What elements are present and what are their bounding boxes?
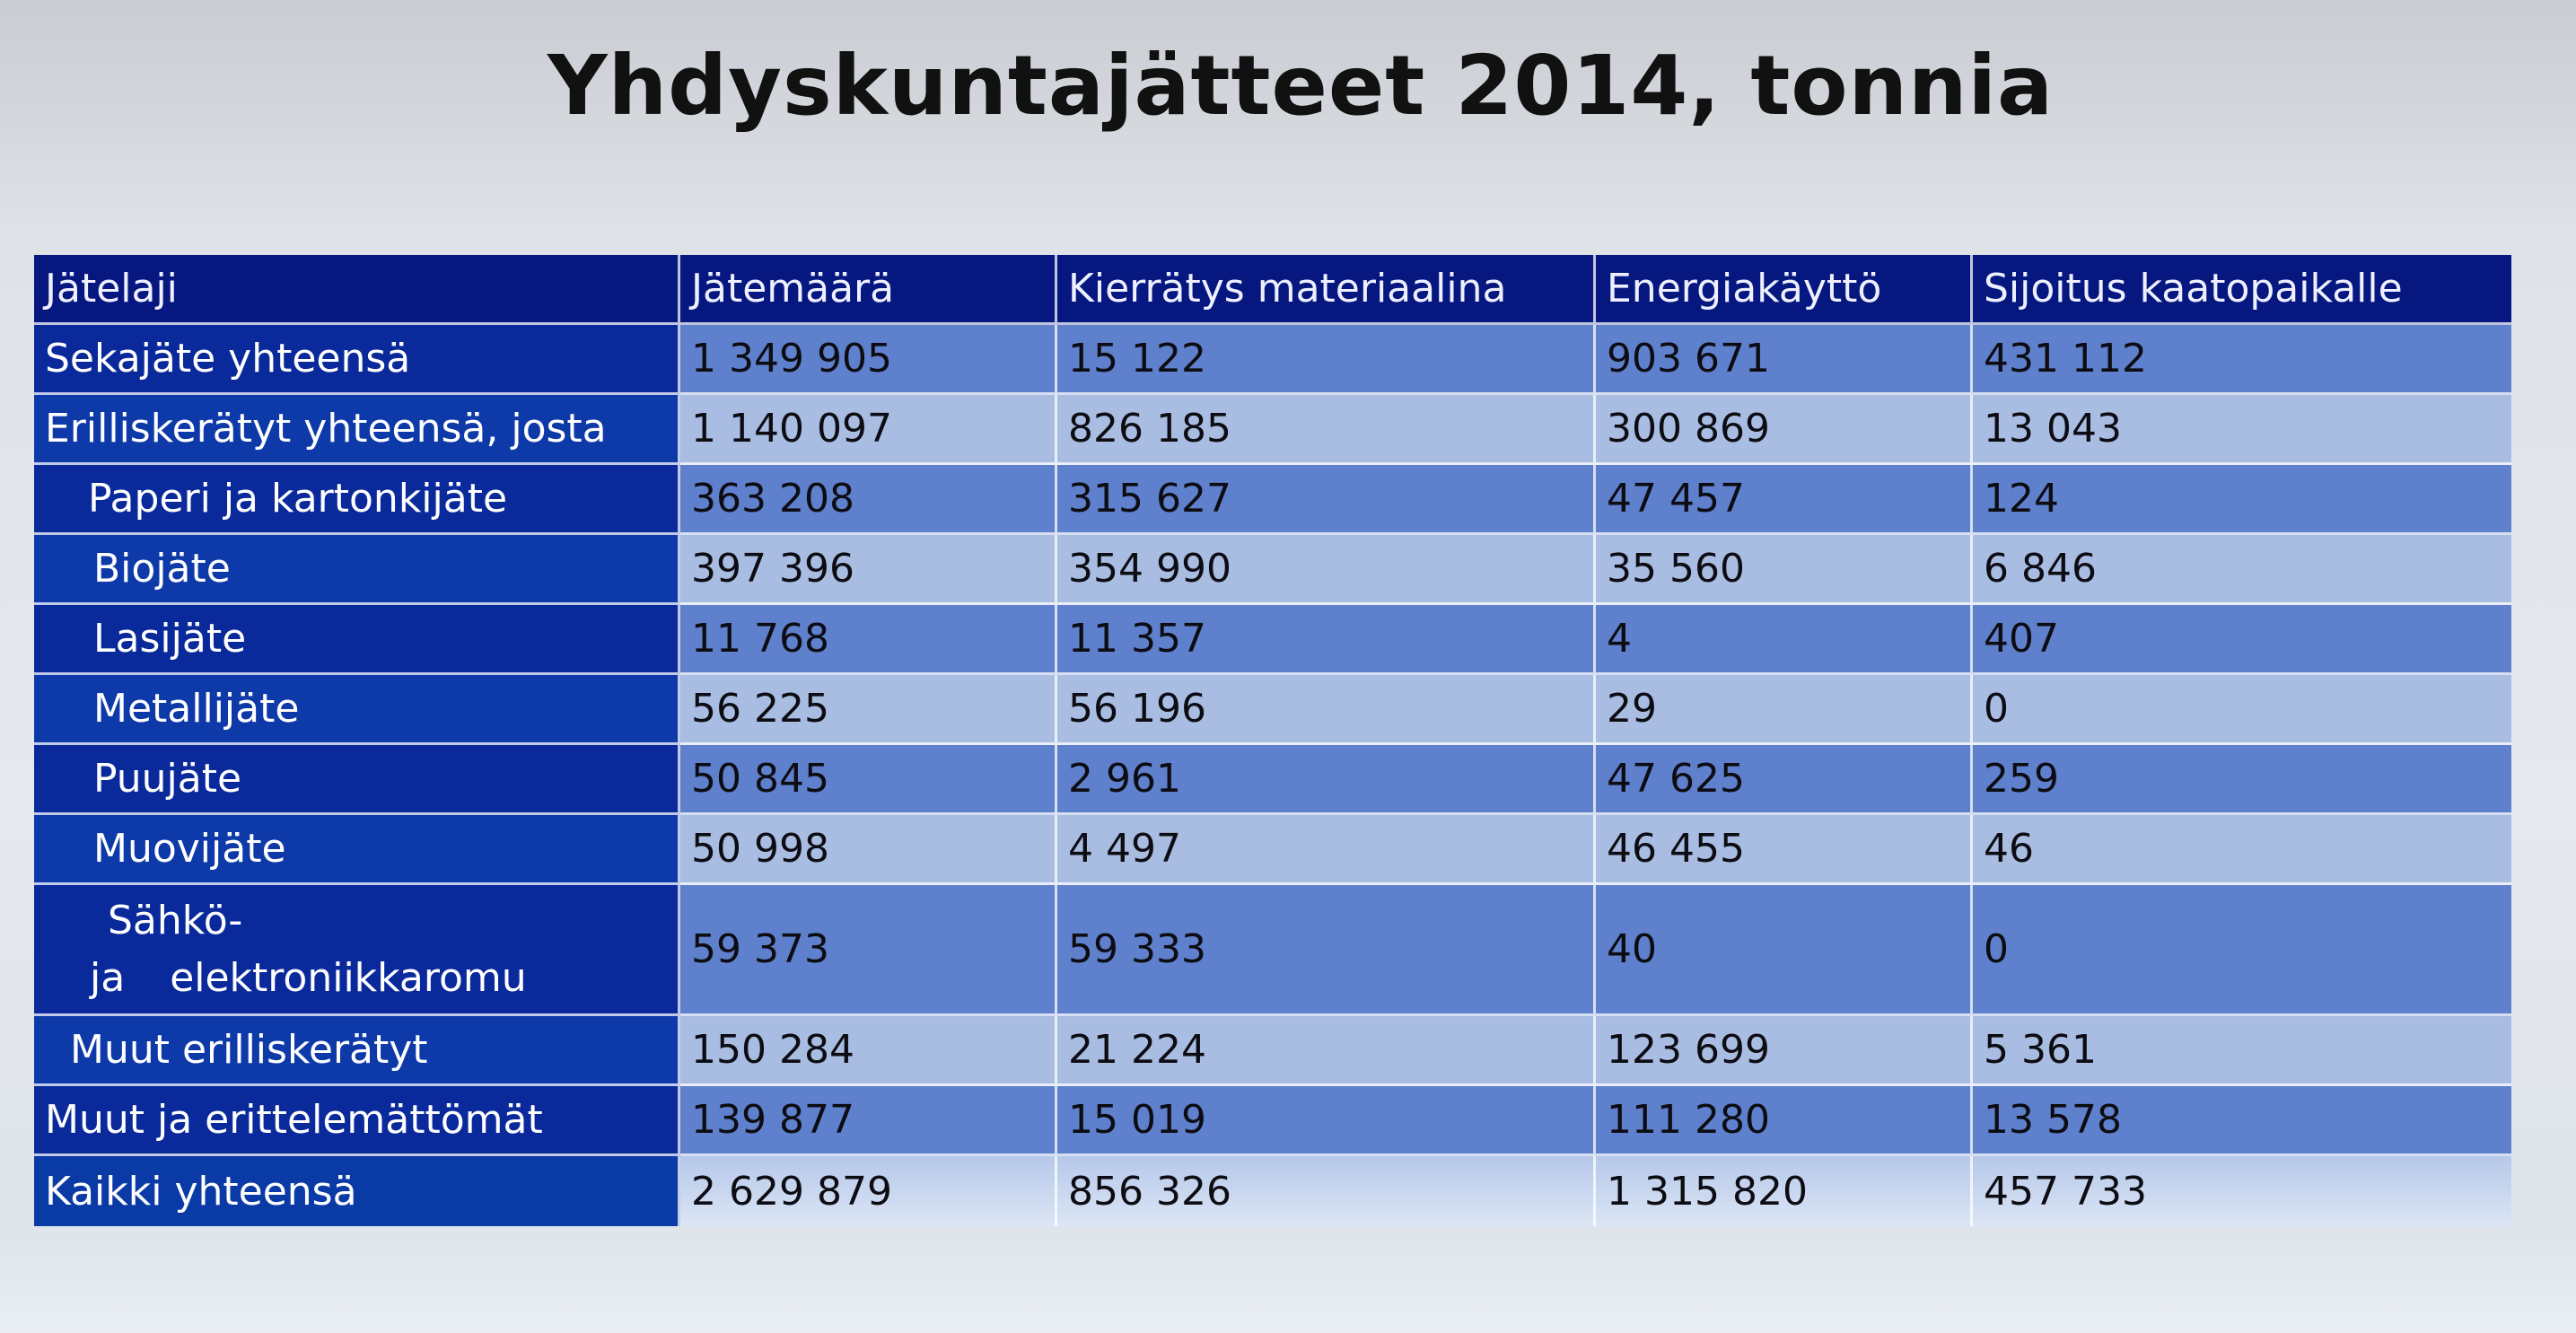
row-label: Lasijäte bbox=[34, 605, 680, 675]
table-row bbox=[34, 815, 2511, 885]
table-cell: 15 122 bbox=[1057, 325, 1596, 395]
table-cell: 2 629 879 bbox=[680, 1156, 1057, 1226]
header-cell: Energiakäyttö bbox=[1596, 255, 1973, 325]
table-cell: 4 bbox=[1596, 605, 1973, 675]
table-cell: 50 998 bbox=[680, 815, 1057, 885]
table-row bbox=[34, 535, 2511, 605]
table-cell: 56 196 bbox=[1057, 675, 1596, 745]
row-label: Metallijäte bbox=[34, 675, 680, 745]
row-label: Kaikki yhteensä bbox=[34, 1156, 680, 1226]
table-cell: 50 845 bbox=[680, 745, 1057, 815]
header-cell: Sijoitus kaatopaikalle bbox=[1973, 255, 2511, 325]
table-cell: 397 396 bbox=[680, 535, 1057, 605]
table-cell: 1 349 905 bbox=[680, 325, 1057, 395]
table-cell: 21 224 bbox=[1057, 1016, 1596, 1086]
table-cell: 457 733 bbox=[1973, 1156, 2511, 1226]
row-label-block bbox=[45, 892, 527, 1007]
table-cell: 123 699 bbox=[1596, 1016, 1973, 1086]
table-cell: 124 bbox=[1973, 465, 2511, 535]
header-cell: Jätelaji bbox=[34, 255, 680, 325]
row-label: Muovijäte bbox=[34, 815, 680, 885]
table-cell: 47 457 bbox=[1596, 465, 1973, 535]
table-cell: 856 326 bbox=[1057, 1156, 1596, 1226]
row-label: Biojäte bbox=[34, 535, 680, 605]
slide-title: Yhdyskuntajätteet 2014, tonnia bbox=[548, 38, 2055, 134]
table-cell: 11 768 bbox=[680, 605, 1057, 675]
row-label-line2-main: elektroniikkaromu bbox=[170, 954, 527, 1001]
table-cell: 0 bbox=[1973, 885, 2511, 1016]
row-label bbox=[34, 885, 680, 1016]
table-cell: 1 315 820 bbox=[1596, 1156, 1973, 1226]
table-cell: 11 357 bbox=[1057, 605, 1596, 675]
waste-table bbox=[34, 255, 2511, 1226]
table-cell: 315 627 bbox=[1057, 465, 1596, 535]
table-row bbox=[34, 1016, 2511, 1086]
table-cell: 111 280 bbox=[1596, 1086, 1973, 1156]
table-cell: 29 bbox=[1596, 675, 1973, 745]
table-cell: 56 225 bbox=[680, 675, 1057, 745]
row-label-line1: Sähkö- bbox=[108, 897, 243, 943]
table-cell: 363 208 bbox=[680, 465, 1057, 535]
table-cell: 150 284 bbox=[680, 1016, 1057, 1086]
table-cell: 15 019 bbox=[1057, 1086, 1596, 1156]
table-cell: 4 497 bbox=[1057, 815, 1596, 885]
row-label: Puujäte bbox=[34, 745, 680, 815]
table-cell: 46 bbox=[1973, 815, 2511, 885]
table-row bbox=[34, 605, 2511, 675]
table-cell: 300 869 bbox=[1596, 395, 1973, 465]
table-cell: 59 333 bbox=[1057, 885, 1596, 1016]
table-cell: 0 bbox=[1973, 675, 2511, 745]
table-cell: 407 bbox=[1973, 605, 2511, 675]
table-cell: 2 961 bbox=[1057, 745, 1596, 815]
row-label: Sekajäte yhteensä bbox=[34, 325, 680, 395]
table-row bbox=[34, 675, 2511, 745]
row-label: Erilliskerätyt yhteensä, josta bbox=[34, 395, 680, 465]
table-row bbox=[34, 465, 2511, 535]
table-cell: 354 990 bbox=[1057, 535, 1596, 605]
screen-glare bbox=[0, 1225, 2576, 1333]
row-label: Paperi ja kartonkijäte bbox=[34, 465, 680, 535]
row-label-line2-prefix: ja bbox=[90, 954, 126, 1001]
table-cell: 6 846 bbox=[1973, 535, 2511, 605]
table-row-total bbox=[34, 1156, 2511, 1226]
table-row bbox=[34, 325, 2511, 395]
table-cell: 259 bbox=[1973, 745, 2511, 815]
table-row bbox=[34, 745, 2511, 815]
table-cell: 35 560 bbox=[1596, 535, 1973, 605]
table-cell: 40 bbox=[1596, 885, 1973, 1016]
table-cell: 13 043 bbox=[1973, 395, 2511, 465]
header-cell: Jätemäärä bbox=[680, 255, 1057, 325]
table-cell: 13 578 bbox=[1973, 1086, 2511, 1156]
row-label: Muut ja erittelemättömät bbox=[34, 1086, 680, 1156]
table-cell: 59 373 bbox=[680, 885, 1057, 1016]
row-label-line2 bbox=[45, 950, 527, 1007]
row-label: Muut erilliskerätyt bbox=[34, 1016, 680, 1086]
table-header-row bbox=[34, 255, 2511, 325]
table-cell: 46 455 bbox=[1596, 815, 1973, 885]
table-row bbox=[34, 1086, 2511, 1156]
table-row bbox=[34, 395, 2511, 465]
table-cell: 903 671 bbox=[1596, 325, 1973, 395]
header-cell: Kierrätys materiaalina bbox=[1057, 255, 1596, 325]
table-cell: 826 185 bbox=[1057, 395, 1596, 465]
table-cell: 1 140 097 bbox=[680, 395, 1057, 465]
table-row bbox=[34, 885, 2511, 1016]
table-cell: 47 625 bbox=[1596, 745, 1973, 815]
table-cell: 431 112 bbox=[1973, 325, 2511, 395]
table-cell: 5 361 bbox=[1973, 1016, 2511, 1086]
table-cell: 139 877 bbox=[680, 1086, 1057, 1156]
